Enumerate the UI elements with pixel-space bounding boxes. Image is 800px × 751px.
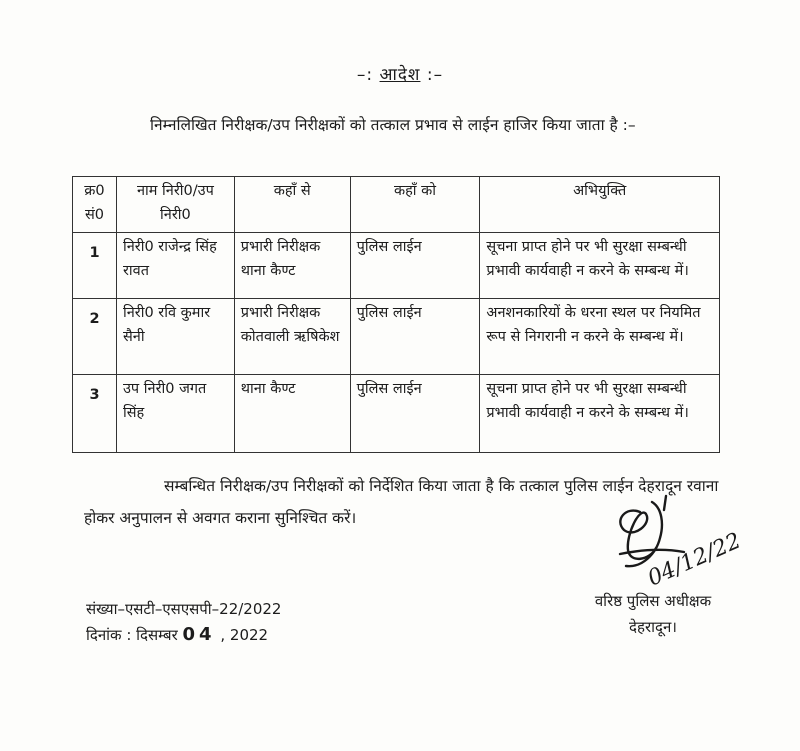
table-header-row xyxy=(73,177,720,233)
row-to: पुलिस लाईन xyxy=(350,233,480,299)
row-serial: 3 xyxy=(73,375,117,453)
signatory-title: वरिष्ठ पुलिस अधीक्षक xyxy=(594,592,712,610)
header-remark: अभियुक्ति xyxy=(480,177,720,233)
table-row xyxy=(73,299,720,375)
header-from: कहाँ से xyxy=(234,177,350,233)
date-suffix: , 2022 xyxy=(220,626,269,644)
row-remark: सूचना प्राप्त होने पर भी सुरक्षा सम्बन्धी प्रभावी कार्यवाही न करने के सम्बन्ध में। xyxy=(480,233,720,299)
transfer-table xyxy=(72,176,720,453)
header-to: कहाँ को xyxy=(350,177,480,233)
row-serial: 2 xyxy=(73,299,117,375)
header-name: नाम निरी0/उप निरी0 xyxy=(116,177,234,233)
row-serial: 1 xyxy=(73,233,117,299)
signatory-place: देहरादून। xyxy=(629,618,677,636)
row-to: पुलिस लाईन xyxy=(350,375,480,453)
signatory-block xyxy=(558,588,748,640)
row-name: उप निरी0 जगत सिंह xyxy=(116,375,234,453)
heading-word: आदेश xyxy=(379,65,421,85)
handwritten-date: 04/12/22 xyxy=(644,528,745,592)
row-to: पुलिस लाईन xyxy=(350,299,480,375)
intro-paragraph: निम्नलिखित निरीक्षक/उप निरीक्षकों को तत्काल प्रभाव से लाईन हाजिर किया जाता है :– xyxy=(150,116,636,134)
header-serial: क्र0 सं0 xyxy=(73,177,117,233)
handwritten-signature xyxy=(606,494,786,598)
reference-number: संख्या–एसटी–एसएसपी–22/2022 xyxy=(86,600,282,618)
row-remark: अनशनकारियों के धरना स्थल पर नियमित रूप से निगरानी न करने के सम्बन्ध में। xyxy=(480,299,720,375)
table-row xyxy=(73,233,720,299)
reference-block xyxy=(86,596,281,648)
directive-paragraph: सम्बन्धित निरीक्षक/उप निरीक्षकों को निर्देशित किया जाता है कि तत्काल पुलिस लाईन देहरादून रवाना होकर अनुपालन से अवगत कराना सुनिश्चित करें। xyxy=(84,477,719,527)
row-from: प्रभारी निरीक्षक थाना कैण्ट xyxy=(234,233,350,299)
heading-right: :– xyxy=(426,65,444,85)
heading-left: –: xyxy=(356,65,374,85)
row-from: प्रभारी निरीक्षक कोतवाली ऋषिकेश xyxy=(234,299,350,375)
row-from: थाना कैण्ट xyxy=(234,375,350,453)
row-remark: सूचना प्राप्त होने पर भी सुरक्षा सम्बन्धी प्रभावी कार्यवाही न करने के सम्बन्ध में। xyxy=(480,375,720,453)
reference-date xyxy=(86,622,281,648)
row-name: निरी0 रवि कुमार सैनी xyxy=(116,299,234,375)
table-row xyxy=(73,375,720,453)
date-prefix: दिनांक : दिसम्बर xyxy=(86,626,178,644)
order-heading xyxy=(0,62,800,85)
date-day: 04 xyxy=(182,624,216,645)
row-name: निरी0 राजेन्द्र सिंह रावत xyxy=(116,233,234,299)
